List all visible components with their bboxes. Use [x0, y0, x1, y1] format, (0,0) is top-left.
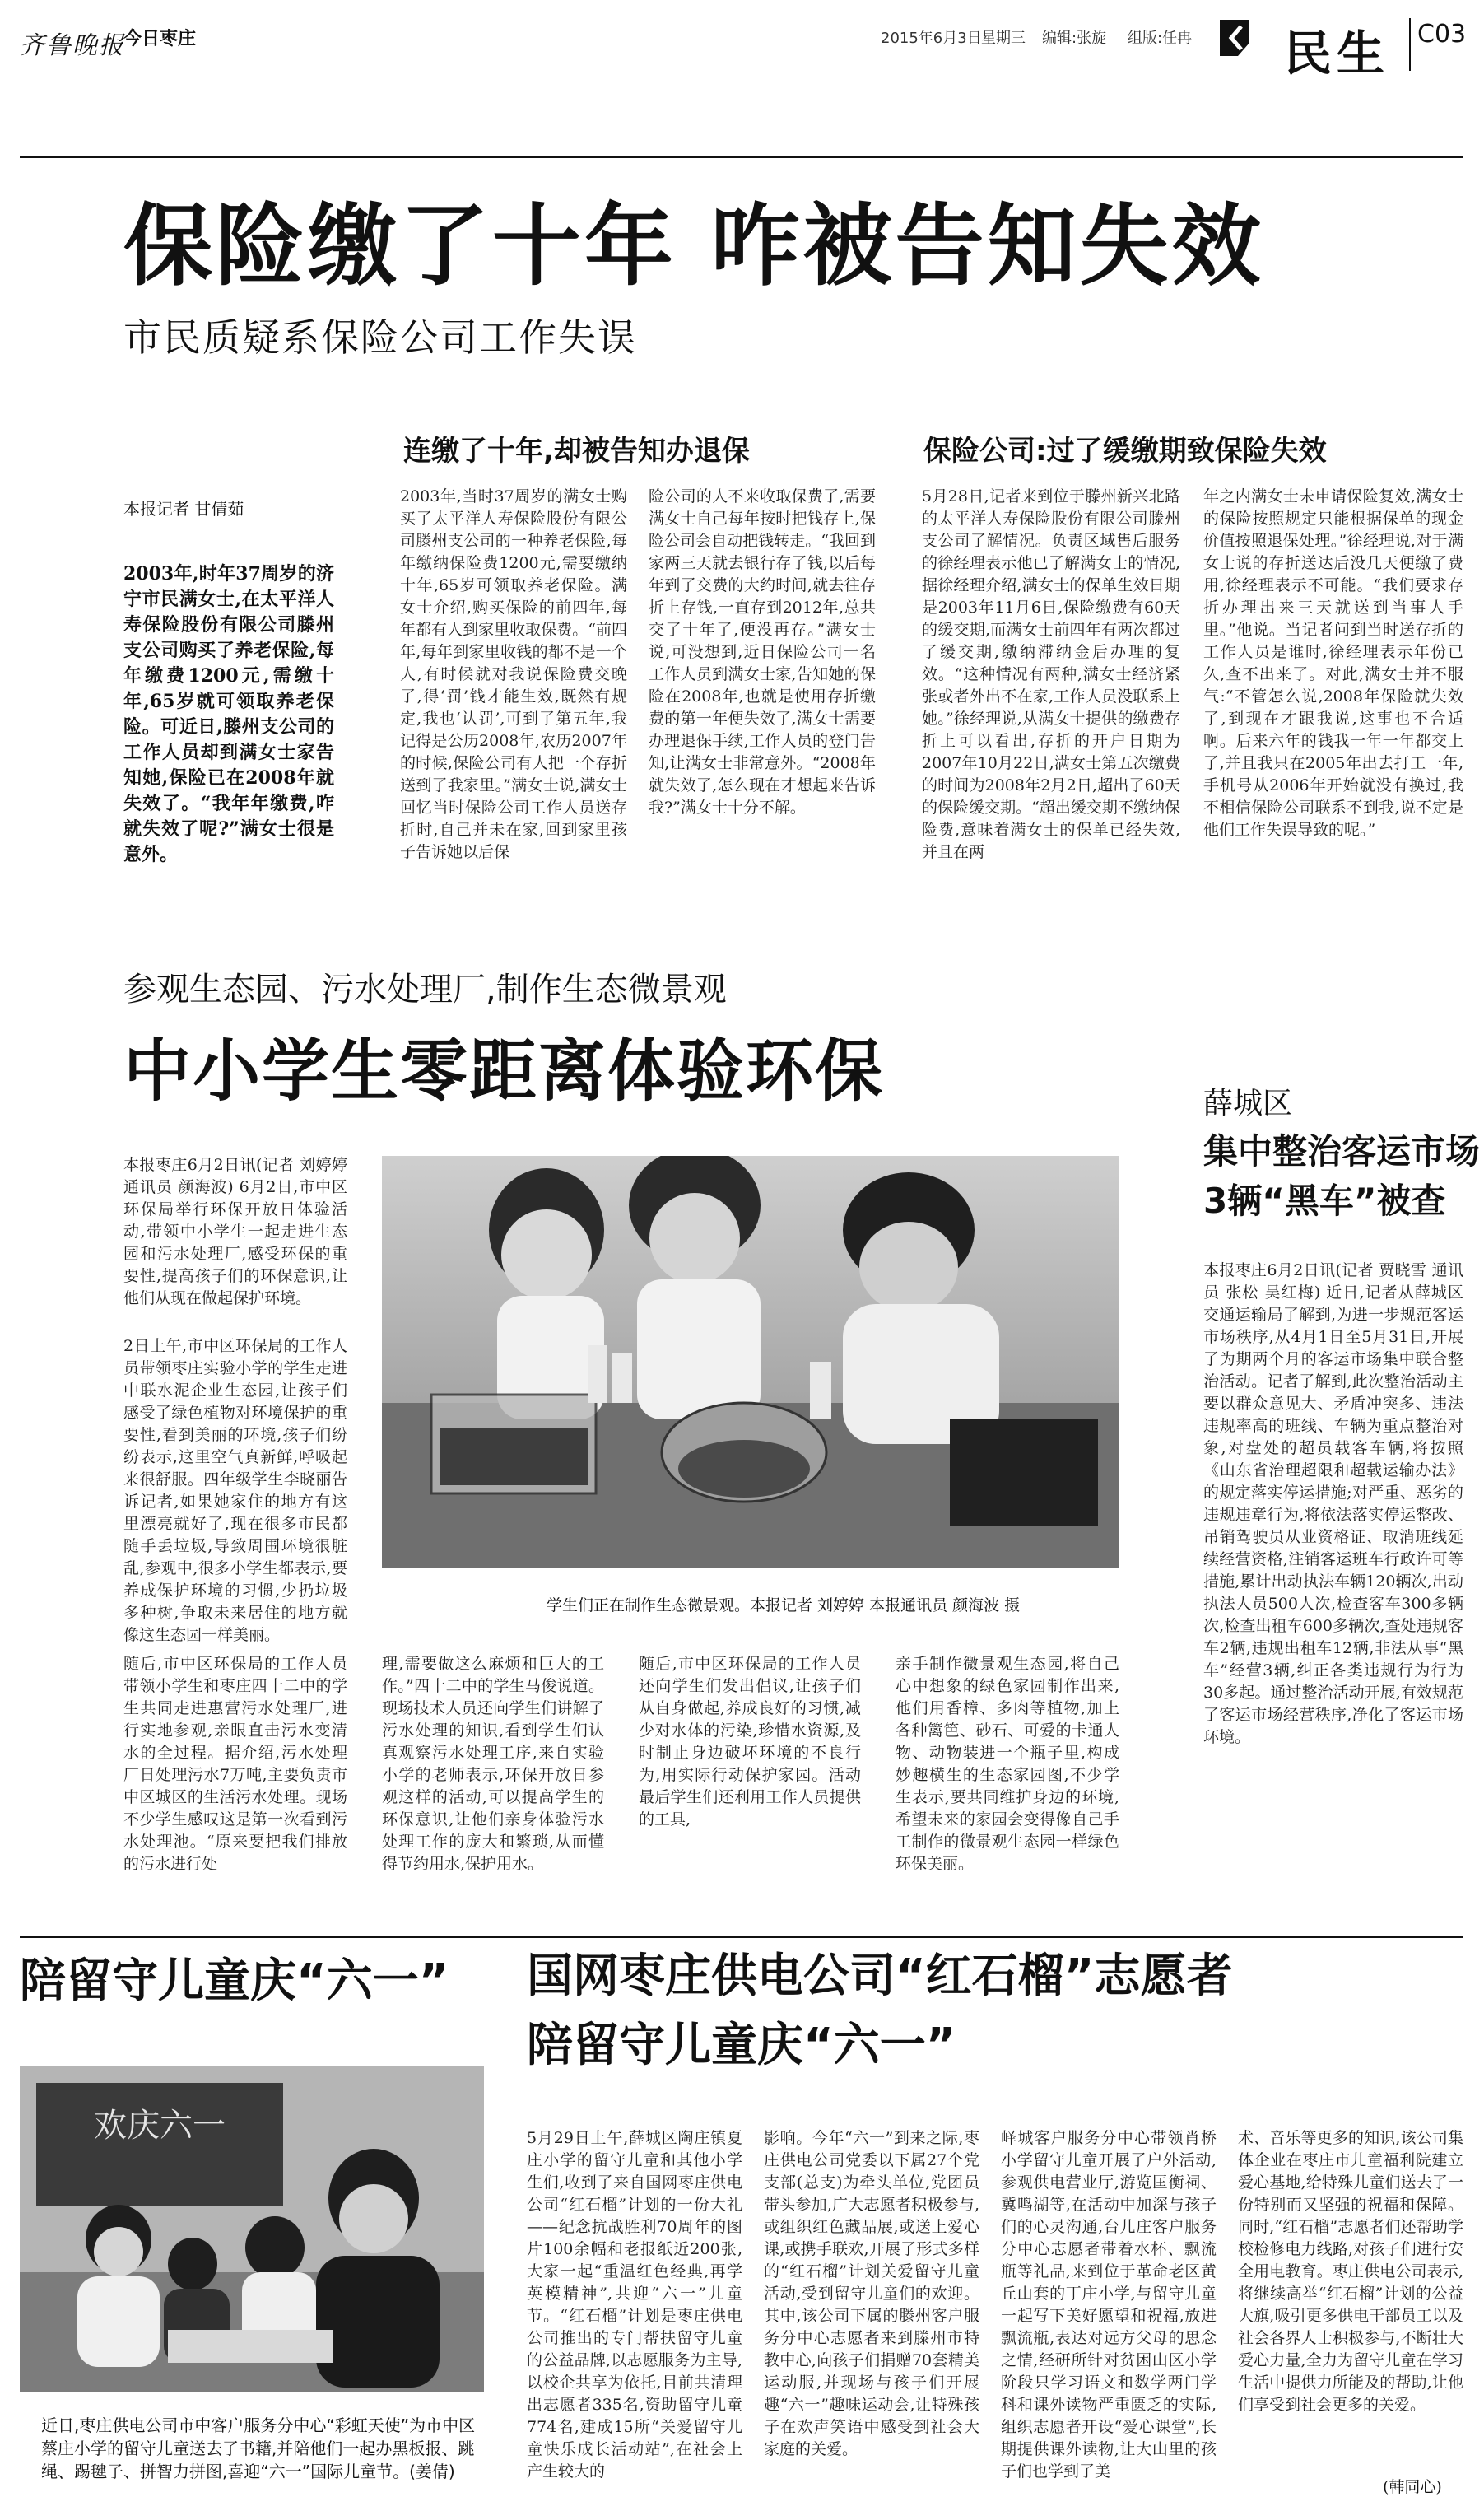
story2-paragraph-2: 2日上午,市中区环保局的工作人员带领枣庄实验小学的学生走进中联水泥企业生态园,让孩子们感受了绿色植物对环境保护的重要性,看到美丽的环境,孩子们纷纷表示,这里空气真新鲜,呼吸起来很舒服。四年级学生李晓丽告诉记者,如果她家住的地方有这里漂亮就好了,现在很多市民都随手丢垃圾,导致周围环境很脏乱,参观中,很多小学生都表示,要养成保护环境的习惯,少扔垃圾多种树,争取未来居住的地方就像这生态园一样美丽。 — [123, 1337, 347, 1644]
students-workshop-image — [382, 1156, 1119, 1568]
editor-credit: 编辑:张旋 — [1042, 30, 1107, 47]
story2-kicker: 参观生态园、污水处理厂,制作生态微景观 — [123, 971, 727, 1009]
story4-credit: (韩同心) — [1383, 2478, 1442, 2496]
story1-section-a-title: 连缴了十年,却被告知办退保 — [403, 435, 750, 468]
story3-body: 本报枣庄6月2日讯(记者 贾晓雪 通讯员 张松 吴红梅) 近日,记者从薛城区交通运输局了解到,为进一步规范客运市场秩序,从4月1日至5月31日,开展了为期两个月的客运市场集中联合整治活动。记者了解到,此次整治活动主要以群众意见大、矛盾冲突多、违法违规率高的班线、车辆为重点整治对象,对盘处的超员载客车辆,将按照《山东省治理超限和超载运输办法》的规定落实停运措施;对严重、恶劣的违规违章行为,将依法落实停运整改、吊销驾驶员从业资格证、取消班线延续经营资格,注销客运班车行政许可等措施,累计出动执法车辆120辆次,出动执法人员500人次,检查客车300多辆次,检查出租车600多辆次,查处违规客车2辆,违规出租车12辆,非法从事“黑车”经营3辆,纠正各类违规行为行为30多起。通过整治活动开展,有效规范了客运市场经营秩序,净化了客运市场环境。 — [1203, 1261, 1463, 1746]
story4-photo-caption: 近日,枣庄供电公司市中客户服务分中心“彩虹天使”为市中区蔡庄小学的留守儿童送去了书籍,并陪他们一起办黑板报、跳绳、踢毽子、拼智力拼图,喜迎“六一”国际儿童节。(姜倩) — [41, 2415, 476, 2481]
section-chevron-icon — [1217, 18, 1253, 58]
story2-paragraph-3: 随后,市中区环保局的工作人员带领小学生和枣庄四十二中的学生共同走进惠营污水处理厂,进行实地参观,亲眼直击污水变清水的全过程。据介绍,污水处理厂日处理污水7万吨,主要负责市中区城区的生活污水处理。现场不少学生感叹这是第一次看到污水处理池。“原来要把我们排放的污水进行处 — [123, 1655, 347, 1873]
edition-label: 今日枣庄 — [123, 29, 197, 49]
story1-headline: 保险缴了十年 咋被告知失效 — [123, 195, 1264, 298]
story1-section-a-col1: 2003年,当时37周岁的满女士购买了太平洋人寿保险股份有限公司滕州支公司的一种养老保险,每年缴纳保险费1200元,需要缴纳十年,65岁可领取养老保险。满女士介绍,购买保险的前四年,每年都有人到家里收取保费。“前四年,每年到家里收钱的都不是一个人,有时候就对我说保险费交晚了,得‘罚’钱才能生效,既然有规定,我也‘认罚’,可到了第五年,我记得是公历2008年,农历2007年的时候,保险公司有人把一个存折送到了我家里。”满女士说,满女士回忆当时保险公司工作人员送存折时,自己并未在家,回到家里孩子告诉她以后保 — [400, 487, 627, 861]
story4-side-title: 陪留守儿童庆“六一” — [20, 1954, 449, 2008]
story4-col2: 影响。今年“六一”到来之际,枣庄供电公司党委以下属27个党支部(总支)为牵头单位,党团员带头参加,广大志愿者积极参与,或组织红色藏品展,或送上爱心课,或携手联欢,开展了形式多样的“红石榴”计划关爱留守儿童活动,受到留守儿童们的欢迎。其中,该公司下属的滕州客户服务分中心志愿者来到滕州市特教中心,向孩子们捐赠70套精美运动服,并现场与孩子们开展趣“六一”趣味运动会,让特殊孩子在欢声笑语中感受到社会大家庭的关爱。 — [764, 2129, 979, 2458]
section-name: 民生 — [1284, 26, 1390, 82]
story2-col-b: 理,需要做这么麻烦和巨大的工作。”四十二中的学生马俊说道。现场技术人员还向学生们讲解了污水处理的知识,看到学生们认真观察污水处理工序,来自实验小学的老师表示,环保开放日参观这样的活动,可以提高学生的环保意识,让他们亲身体验污水处理工作的庞大和繁琐,从而懂得节约用水,保护用水。 — [382, 1655, 604, 1873]
paper-name: 齐鲁晚报 — [20, 31, 125, 60]
story4-headline-1: 国网枣庄供电公司“红石榴”志愿者 — [527, 1950, 1233, 2003]
story4-headline-2: 陪留守儿童庆“六一” — [527, 2019, 956, 2072]
story2-photo-caption: 学生们正在制作生态微景观。本报记者 刘婷婷 本报通讯员 颜海波 摄 — [547, 1596, 1021, 1614]
story4-col3: 峄城客户服务分中心带领肖桥小学留守儿童开展了户外活动,参观供电营业厅,游览匡衡祠、冀鸣湖等,在活动中加深与孩子们的心灵沟通,台儿庄客户服务分中心志愿者带着水杯、飘流瓶等礼品,来到位于革命老区黄丘山套的丁庄小学,与留守儿童一起写下美好愿望和祝福,放进飘流瓶,表达对远方父母的思念之情,经研所针对贫困山区小学阶段只学习语文和数学两门学科和课外读物严重匮乏的实际,组织志愿者开设“爱心课堂”,长期提供课外读物,让大山里的孩子们也学到了美 — [1001, 2129, 1217, 2481]
story2-lead: 本报枣庄6月2日讯(记者 刘婷婷 通讯员 颜海波) 6月2日,市中区环保局举行环保开放日体验活动,带领中小学生一起走进生态园和污水处理厂,感受环保的重要性,提高孩子们的环保意识,让他们从现在做起保护环境。 — [123, 1156, 347, 1307]
children-blackboard-image — [20, 2066, 484, 2392]
story1-section-b-col2: 年之内满女士未申请保险复效,满女士的保险按照规定只能根据保单的现金价值按照退保处理。”徐经理说,对于满女士说的存折送达后没几天便缴了费用,徐经理表示不可能。“我们要求存折办理出来三天就送到当事人手里。”他说。当记者问到当时送存折的工作人员是谁时,徐经理表示年份已久,查不出来了。对此,满女士并不服气:“不管怎么说,2008年保险就失效了,到现在才跟我说,这事也不合适啊。后来六年的钱我一年一年都交上了,并且我只在2005年出去打工一年,手机号从2006年开始就没有换过,我不相信保险公司联系不到我,说不定是他们工作失误导致的呢。” — [1203, 487, 1463, 839]
story1-section-b-title: 保险公司:过了缓缴期致保险失效 — [923, 435, 1327, 468]
issue-date: 2015年6月3日 — [881, 30, 982, 47]
story1-lead: 2003年,时年37周岁的济宁市民满女士,在太平洋人寿保险股份有限公司滕州支公司购买了养老保险,每年缴费1200元,需缴十年,65岁就可领取养老保险。可近日,滕州支公司的工作人员却到满女士家告知她,保险已在2008年就失效了。“我年年缴费,咋就失效了呢?”满女士很是意外。 — [123, 563, 334, 865]
story4-top-rule — [20, 1936, 1463, 1938]
story4-col4: 术、音乐等更多的知识,该公司集体企业在枣庄市儿童福利院建立爱心基地,给特殊儿童们送去了一份特别而又坚强的祝福和保障。同时,“红石榴”志愿者们还帮助学校检修电力线路,对孩子们进行安全用电教育。枣庄供电公司表示,将继续高举“红石榴”计划的公益大旗,吸引更多供电干部员工以及社会各界人士积极参与,不断壮大爱心力量,全力为留守儿童在学习生活中提供力所能及的帮助,让他们享受到社会更多的关爱。 — [1238, 2129, 1463, 2414]
story4-col1: 5月29日上午,薛城区陶庄镇夏庄小学的留守儿童和其他小学生们,收到了来自国网枣庄供电公司“红石榴”计划的一份大礼——纪念抗战胜利70周年的图片100余幅和老报纸近200张,大家一起“重温红色经典,再学英模精神”,共迎“六一”儿童节。“红石榴”计划是枣庄供电公司推出的专门帮扶留守儿童的公益品牌,以志愿服务为主导,以校企共享为依托,目前共清理出志愿者335名,资助留守儿童774名,建成15所“关爱留守儿童快乐成长活动站”,在社会上产生较大的 — [527, 2129, 742, 2481]
section-divider — [1409, 18, 1411, 71]
story1-subhead: 市民质疑系保险公司工作失误 — [123, 315, 637, 360]
story1-section-b-col1: 5月28日,记者来到位于滕州新兴北路的太平洋人寿保险股份有限公司滕州支公司了解情况。负责区域售后服务的徐经理表示他已了解满女士的情况,据徐经理介绍,满女士的保单生效日期是2003年11月6日,保险缴费有60天的缓交期,而满女士前四年有两次都过了缓交期,缴纳滞纳金后办理的复效。“这种情况有两种,满女士经济紧张或者外出不在家,工作人员没联系上她。”徐经理说,从满女士提供的缴费存折上可以看出,存折的开户日期为2007年10月22日,满女士第五次缴费的时间为2008年2月2日,超出了60天的保险缓交期。“超出缓交期不缴纳保险费,意味着满女士的保单已经失效,并且在两 — [922, 487, 1180, 861]
story1-section-a-col2: 险公司的人不来收取保费了,需要满女士自己每年按时把钱存上,保险公司会自动把钱转走。“我回到家两三天就去银行存了钱,以后每年到了交费的大约时间,就去往存折上存钱,一直存到2012年,总共交了十年了,便没再存。”满女士说,可没想到,近日保险公司一名工作人员到满女士家,告知她的保险在2008年,也就是使用存折缴费的第一年便失效了,满女士需要办理退保手续,工作人员的登门告知,让满女士非常意外。“2008年就失效了,怎么现在才想起来告诉我?”满女士十分不解。 — [649, 487, 876, 817]
page-number: C03 — [1417, 20, 1467, 49]
story4-photo — [20, 2066, 484, 2392]
blackboard-text: 欢庆六一 — [94, 2107, 226, 2145]
header-rule — [20, 156, 1463, 158]
issue-weekday: 星期三 — [981, 30, 1026, 47]
story2-col-c: 随后,市中区环保局的工作人员还向学生们发出倡议,让孩子们从自身做起,养成良好的习惯,减少对水体的污染,珍惜水资源,及时制止身边破坏环境的不良行为,用实际行动保护家园。活动最后学生们还利用工作人员提供的工具, — [639, 1655, 861, 1829]
story2-col-d: 亲手制作微景观生态园,将自己心中想象的绿色家园制作出来,他们用香樟、多肉等植物,加上各种篱笆、砂石、可爱的卡通人物、动物装进一个瓶子里,构成妙趣横生的生态家园图,不少学生表示,要共同维护身边的环境,希望未来的家园会变得像自己手工制作的微景观生态园一样绿色环保美丽。 — [896, 1655, 1119, 1873]
story3-dateline: 薛城区 — [1203, 1087, 1293, 1120]
story2-photo — [382, 1156, 1119, 1568]
story3-headline-2: 3辆“黑车”被查 — [1203, 1181, 1446, 1221]
story2-headline: 中小学生零距离体验环保 — [123, 1032, 885, 1111]
story1-byline: 本报记者 甘倩茹 — [123, 499, 244, 519]
story3-headline-1: 集中整治客运市场 — [1203, 1131, 1481, 1172]
layout-credit: 组版:任冉 — [1128, 30, 1193, 47]
